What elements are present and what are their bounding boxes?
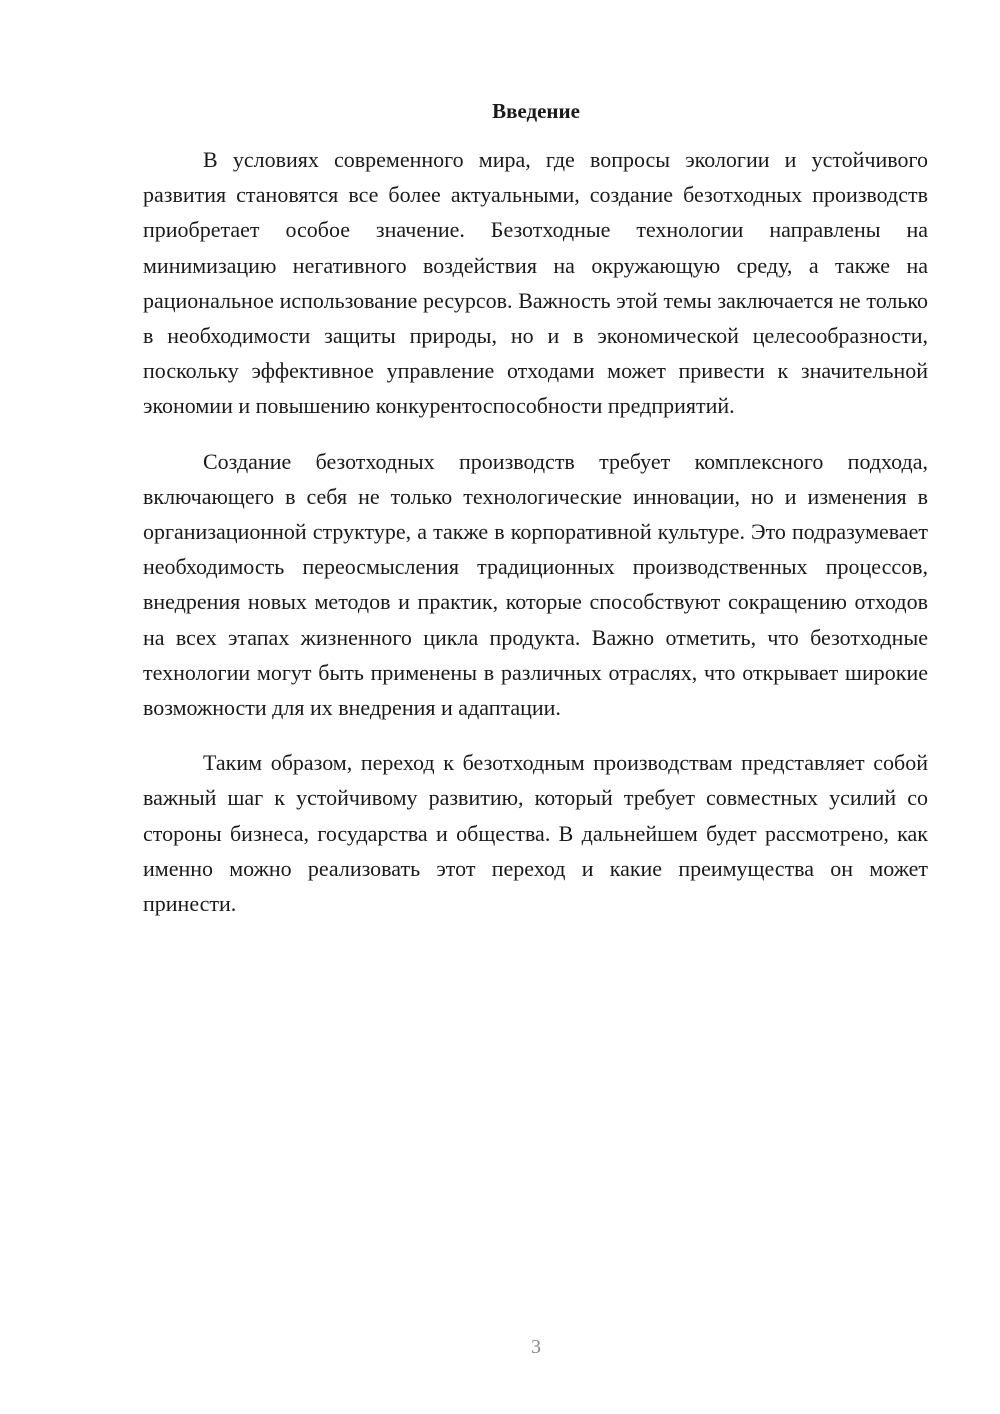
section-heading: Введение bbox=[492, 99, 580, 123]
page-number: 3 bbox=[531, 1336, 541, 1358]
paragraph-2: Создание безотходных производств требует комплексного подхода, включающего в себя не только технологические инновации, но и изменения в организационной структуре, а также в корпоративной культуре. Это подразумевает необходимость переосмысления традиционных производственных процессов, внедрения новых методов и практик, которые способствуют сокращению отходов на всех этапах жизненного цикла продукта. Важно отметить, что безотходные технологии могут быть применены в различных отраслях, что открывает широкие возможности для их внедрения и адаптации. bbox=[143, 448, 928, 721]
paragraph-3: Таким образом, переход к безотходным производствам представляет собой важный шаг к устойчивому развитию, который требует совместных усилий со стороны бизнеса, государства и общества. В дальнейшем будет рассмотрено, как именно можно реализовать этот переход и какие преимущества он может принести. bbox=[143, 750, 928, 917]
body-text bbox=[143, 142, 928, 941]
paragraph-1: В условиях современного мира, где вопросы экологии и устойчивого развития становятся все более актуальными, создание безотходных производств приобретает особое значение. Безотходные технологии направлены на минимизацию негативного воздействия на окружающую среду, а также на рациональное использование ресурсов. Важность этой темы заключается не только в необходимости защиты природы, но и в экономической целесообразности, поскольку эффективное управление отходами может привести к значительной экономии и повышению конкурентоспособности предприятий. bbox=[143, 147, 928, 419]
